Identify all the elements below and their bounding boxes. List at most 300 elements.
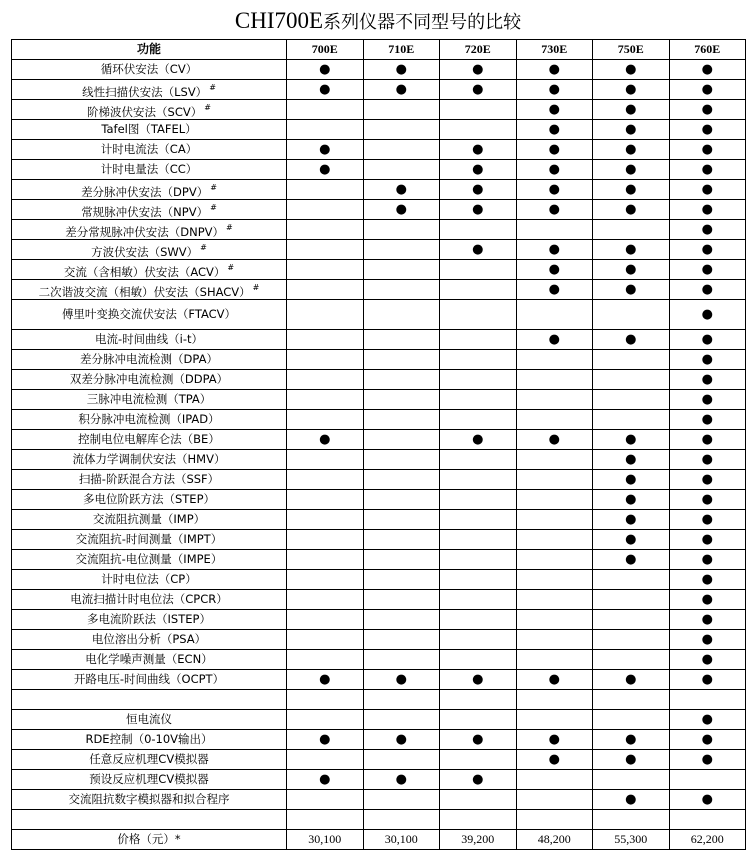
table-row <box>12 330 746 350</box>
title-model-series: CHI700E <box>234 8 324 33</box>
support-cell <box>516 470 593 490</box>
support-cell <box>363 610 440 630</box>
support-cell <box>669 610 746 630</box>
support-cell <box>440 160 517 180</box>
feature-cell <box>12 330 287 350</box>
feature-name: 任意反应机理CV模拟器 <box>89 752 209 766</box>
table-row <box>12 810 746 830</box>
support-cell <box>593 730 670 750</box>
support-cell <box>440 750 517 770</box>
support-cell <box>287 240 364 260</box>
support-cell <box>440 590 517 610</box>
support-cell <box>287 120 364 140</box>
support-cell <box>287 530 364 550</box>
supported-dot-icon: ● <box>701 62 713 77</box>
supported-dot-icon: ● <box>319 82 331 97</box>
feature-cell <box>12 350 287 370</box>
feature-cell <box>12 450 287 470</box>
feature-name: Tafel图（TAFEL） <box>101 122 197 136</box>
support-cell <box>516 630 593 650</box>
support-cell <box>593 80 670 100</box>
support-cell <box>516 300 593 330</box>
footnote-mark: # <box>209 82 216 92</box>
support-cell <box>363 220 440 240</box>
support-cell <box>363 300 440 330</box>
support-cell <box>287 200 364 220</box>
support-cell <box>593 670 670 690</box>
support-cell <box>669 100 746 120</box>
table-row <box>12 470 746 490</box>
support-cell <box>593 650 670 670</box>
supported-dot-icon: ● <box>395 672 407 687</box>
feature-name: 电化学噪声测量（ECN） <box>85 652 213 666</box>
table-body <box>12 60 746 830</box>
support-cell <box>287 470 364 490</box>
supported-dot-icon: ● <box>625 82 637 97</box>
support-cell <box>669 260 746 280</box>
support-cell <box>593 690 670 710</box>
support-cell <box>516 670 593 690</box>
supported-dot-icon: ● <box>701 332 713 347</box>
feature-cell <box>12 770 287 790</box>
price-value: 30,100 <box>287 830 364 850</box>
support-cell <box>669 120 746 140</box>
support-cell <box>669 60 746 80</box>
support-cell <box>287 810 364 830</box>
supported-dot-icon: ● <box>701 652 713 667</box>
feature-cell <box>12 810 287 830</box>
supported-dot-icon: ● <box>625 282 637 297</box>
price-value: 62,200 <box>669 830 746 850</box>
feature-cell <box>12 710 287 730</box>
support-cell <box>287 710 364 730</box>
support-cell <box>363 810 440 830</box>
support-cell <box>440 670 517 690</box>
supported-dot-icon: ● <box>395 202 407 217</box>
supported-dot-icon: ● <box>472 202 484 217</box>
support-cell <box>669 220 746 240</box>
price-value: 48,200 <box>516 830 593 850</box>
support-cell <box>516 730 593 750</box>
footnote-mark: # <box>210 202 217 212</box>
supported-dot-icon: ● <box>701 672 713 687</box>
supported-dot-icon: ● <box>625 102 637 117</box>
support-cell <box>440 330 517 350</box>
table-row <box>12 550 746 570</box>
support-cell <box>593 260 670 280</box>
support-cell <box>440 280 517 300</box>
support-cell <box>363 730 440 750</box>
supported-dot-icon: ● <box>625 452 637 467</box>
table-row <box>12 100 746 120</box>
supported-dot-icon: ● <box>625 62 637 77</box>
feature-name: 流体力学调制伏安法（HMV） <box>72 452 226 466</box>
support-cell <box>440 260 517 280</box>
supported-dot-icon: ● <box>395 772 407 787</box>
support-cell <box>516 220 593 240</box>
supported-dot-icon: ● <box>701 612 713 627</box>
support-cell <box>287 590 364 610</box>
support-cell <box>363 80 440 100</box>
support-cell <box>669 430 746 450</box>
support-cell <box>440 610 517 630</box>
support-cell <box>363 590 440 610</box>
support-cell <box>440 60 517 80</box>
supported-dot-icon: ● <box>701 752 713 767</box>
feature-name: 交流阻抗-时间测量（IMPT） <box>75 532 223 546</box>
support-cell <box>440 220 517 240</box>
support-cell <box>593 610 670 630</box>
support-cell <box>363 330 440 350</box>
supported-dot-icon: ● <box>701 307 713 322</box>
supported-dot-icon: ● <box>625 532 637 547</box>
supported-dot-icon: ● <box>701 552 713 567</box>
support-cell <box>363 750 440 770</box>
supported-dot-icon: ● <box>625 432 637 447</box>
feature-cell <box>12 180 287 200</box>
supported-dot-icon: ● <box>701 242 713 257</box>
table-row <box>12 710 746 730</box>
support-cell <box>363 570 440 590</box>
support-cell <box>363 670 440 690</box>
feature-cell <box>12 510 287 530</box>
support-cell <box>287 630 364 650</box>
support-cell <box>593 750 670 770</box>
support-cell <box>669 200 746 220</box>
supported-dot-icon: ● <box>548 122 560 137</box>
table-row <box>12 140 746 160</box>
feature-cell <box>12 300 287 330</box>
support-cell <box>516 410 593 430</box>
table-row <box>12 770 746 790</box>
support-cell <box>669 810 746 830</box>
support-cell <box>363 280 440 300</box>
supported-dot-icon: ● <box>395 182 407 197</box>
support-cell <box>440 630 517 650</box>
feature-cell <box>12 570 287 590</box>
supported-dot-icon: ● <box>701 792 713 807</box>
feature-name: 积分脉冲电流检测（IPAD） <box>78 412 220 426</box>
supported-dot-icon: ● <box>548 62 560 77</box>
support-cell <box>440 770 517 790</box>
support-cell <box>516 160 593 180</box>
support-cell <box>593 410 670 430</box>
table-row <box>12 490 746 510</box>
feature-cell <box>12 790 287 810</box>
support-cell <box>593 240 670 260</box>
supported-dot-icon: ● <box>625 242 637 257</box>
support-cell <box>669 470 746 490</box>
price-value: 39,200 <box>440 830 517 850</box>
table-row <box>12 240 746 260</box>
support-cell <box>287 430 364 450</box>
support-cell <box>440 490 517 510</box>
support-cell <box>440 570 517 590</box>
feature-cell <box>12 530 287 550</box>
supported-dot-icon: ● <box>319 672 331 687</box>
support-cell <box>516 810 593 830</box>
support-cell <box>516 790 593 810</box>
support-cell <box>287 140 364 160</box>
table-header-row <box>12 40 746 60</box>
support-cell <box>363 60 440 80</box>
support-cell <box>440 810 517 830</box>
feature-name: 多电位阶跃方法（STEP） <box>82 492 216 506</box>
support-cell <box>669 450 746 470</box>
feature-name: 双差分脉冲电流检测（DDPA） <box>69 372 229 386</box>
price-row <box>12 830 746 850</box>
support-cell <box>516 120 593 140</box>
table-row <box>12 300 746 330</box>
support-cell <box>516 710 593 730</box>
feature-cell <box>12 200 287 220</box>
supported-dot-icon: ● <box>472 732 484 747</box>
supported-dot-icon: ● <box>548 282 560 297</box>
feature-cell <box>12 430 287 450</box>
support-cell <box>287 60 364 80</box>
supported-dot-icon: ● <box>701 492 713 507</box>
feature-name: 二次谐波交流（相敏）伏安法（SHACV） <box>38 284 251 299</box>
support-cell <box>287 280 364 300</box>
support-cell <box>363 160 440 180</box>
support-cell <box>593 280 670 300</box>
feature-cell <box>12 410 287 430</box>
feature-cell <box>12 730 287 750</box>
support-cell <box>669 80 746 100</box>
feature-cell <box>12 140 287 160</box>
header-model: 700E <box>287 40 364 60</box>
support-cell <box>516 570 593 590</box>
feature-cell <box>12 630 287 650</box>
support-cell <box>440 430 517 450</box>
support-cell <box>669 690 746 710</box>
support-cell <box>593 100 670 120</box>
feature-name: 阶梯波伏安法（SCV） <box>87 104 203 119</box>
support-cell <box>516 80 593 100</box>
feature-name: 方波伏安法（SWV） <box>91 244 199 259</box>
support-cell <box>287 650 364 670</box>
support-cell <box>669 790 746 810</box>
feature-cell <box>12 670 287 690</box>
support-cell <box>516 770 593 790</box>
support-cell <box>440 180 517 200</box>
support-cell <box>287 570 364 590</box>
support-cell <box>363 410 440 430</box>
support-cell <box>669 240 746 260</box>
feature-cell <box>12 260 287 280</box>
support-cell <box>363 240 440 260</box>
support-cell <box>363 690 440 710</box>
table-row <box>12 180 746 200</box>
support-cell <box>593 590 670 610</box>
support-cell <box>593 350 670 370</box>
supported-dot-icon: ● <box>548 332 560 347</box>
support-cell <box>593 180 670 200</box>
supported-dot-icon: ● <box>472 772 484 787</box>
table-row <box>12 670 746 690</box>
table-row <box>12 530 746 550</box>
support-cell <box>516 610 593 630</box>
support-cell <box>669 670 746 690</box>
supported-dot-icon: ● <box>395 732 407 747</box>
support-cell <box>363 530 440 550</box>
supported-dot-icon: ● <box>701 732 713 747</box>
supported-dot-icon: ● <box>701 372 713 387</box>
support-cell <box>363 550 440 570</box>
page-title <box>0 6 756 36</box>
feature-cell <box>12 610 287 630</box>
supported-dot-icon: ● <box>701 162 713 177</box>
feature-cell <box>12 370 287 390</box>
feature-cell <box>12 390 287 410</box>
support-cell <box>363 100 440 120</box>
support-cell <box>593 200 670 220</box>
support-cell <box>593 120 670 140</box>
feature-name: RDE控制（0-10V输出） <box>85 732 213 746</box>
supported-dot-icon: ● <box>472 242 484 257</box>
feature-name: 预设反应机理CV模拟器 <box>89 772 209 786</box>
table-row <box>12 220 746 240</box>
support-cell <box>440 300 517 330</box>
supported-dot-icon: ● <box>548 432 560 447</box>
table-row <box>12 350 746 370</box>
supported-dot-icon: ● <box>701 282 713 297</box>
supported-dot-icon: ● <box>701 432 713 447</box>
footnote-mark: # <box>200 242 207 252</box>
support-cell <box>440 140 517 160</box>
price-value: 30,100 <box>363 830 440 850</box>
support-cell <box>593 470 670 490</box>
table-row <box>12 730 746 750</box>
supported-dot-icon: ● <box>701 82 713 97</box>
support-cell <box>516 240 593 260</box>
support-cell <box>593 570 670 590</box>
support-cell <box>593 430 670 450</box>
table-row <box>12 430 746 450</box>
feature-name: 循环伏安法（CV） <box>100 62 198 76</box>
support-cell <box>363 430 440 450</box>
support-cell <box>287 730 364 750</box>
table-row <box>12 570 746 590</box>
feature-cell <box>12 120 287 140</box>
supported-dot-icon: ● <box>625 182 637 197</box>
support-cell <box>593 220 670 240</box>
support-cell <box>593 490 670 510</box>
support-cell <box>593 160 670 180</box>
support-cell <box>363 390 440 410</box>
feature-cell <box>12 750 287 770</box>
header-model: 750E <box>593 40 670 60</box>
supported-dot-icon: ● <box>701 532 713 547</box>
support-cell <box>440 530 517 550</box>
supported-dot-icon: ● <box>625 752 637 767</box>
support-cell <box>516 490 593 510</box>
support-cell <box>593 390 670 410</box>
support-cell <box>440 370 517 390</box>
support-cell <box>669 140 746 160</box>
price-label: 价格（元）* <box>12 830 287 850</box>
support-cell <box>669 730 746 750</box>
feature-name: 差分脉冲电流检测（DPA） <box>80 352 218 366</box>
supported-dot-icon: ● <box>548 162 560 177</box>
support-cell <box>440 450 517 470</box>
footnote-mark: # <box>226 222 233 232</box>
support-cell <box>669 510 746 530</box>
supported-dot-icon: ● <box>319 62 331 77</box>
feature-cell <box>12 80 287 100</box>
support-cell <box>669 490 746 510</box>
supported-dot-icon: ● <box>701 452 713 467</box>
support-cell <box>669 750 746 770</box>
support-cell <box>440 710 517 730</box>
support-cell <box>516 140 593 160</box>
supported-dot-icon: ● <box>548 102 560 117</box>
feature-name: 电流扫描计时电位法（CPCR） <box>70 592 228 606</box>
support-cell <box>669 590 746 610</box>
feature-name: 开路电压-时间曲线（OCPT） <box>73 672 225 686</box>
feature-name: 计时电流法（CA） <box>100 142 198 156</box>
supported-dot-icon: ● <box>701 392 713 407</box>
feature-name: 傅里叶变换交流伏安法（FTACV） <box>61 307 237 321</box>
support-cell <box>287 390 364 410</box>
support-cell <box>440 410 517 430</box>
table-row <box>12 390 746 410</box>
feature-cell <box>12 470 287 490</box>
support-cell <box>287 550 364 570</box>
supported-dot-icon: ● <box>395 82 407 97</box>
table-row <box>12 120 746 140</box>
supported-dot-icon: ● <box>472 142 484 157</box>
supported-dot-icon: ● <box>701 472 713 487</box>
table-row <box>12 160 746 180</box>
supported-dot-icon: ● <box>701 182 713 197</box>
price-value: 55,300 <box>593 830 670 850</box>
support-cell <box>440 80 517 100</box>
support-cell <box>363 370 440 390</box>
support-cell <box>593 710 670 730</box>
support-cell <box>516 200 593 220</box>
supported-dot-icon: ● <box>319 162 331 177</box>
support-cell <box>593 550 670 570</box>
supported-dot-icon: ● <box>472 82 484 97</box>
support-cell <box>440 650 517 670</box>
support-cell <box>516 430 593 450</box>
support-cell <box>669 410 746 430</box>
support-cell <box>516 550 593 570</box>
feature-name: 恒电流仪 <box>126 712 172 726</box>
supported-dot-icon: ● <box>472 432 484 447</box>
supported-dot-icon: ● <box>472 162 484 177</box>
feature-name: 电位溶出分析（PSA） <box>91 632 207 646</box>
supported-dot-icon: ● <box>701 412 713 427</box>
supported-dot-icon: ● <box>319 772 331 787</box>
supported-dot-icon: ● <box>625 162 637 177</box>
feature-name: 交流阻抗数字模拟器和拟合程序 <box>68 792 230 806</box>
support-cell <box>287 670 364 690</box>
supported-dot-icon: ● <box>701 512 713 527</box>
support-cell <box>669 390 746 410</box>
header-model: 710E <box>363 40 440 60</box>
support-cell <box>287 220 364 240</box>
support-cell <box>593 60 670 80</box>
support-cell <box>287 750 364 770</box>
feature-cell <box>12 650 287 670</box>
support-cell <box>287 610 364 630</box>
support-cell <box>440 120 517 140</box>
supported-dot-icon: ● <box>625 472 637 487</box>
supported-dot-icon: ● <box>319 432 331 447</box>
support-cell <box>669 160 746 180</box>
